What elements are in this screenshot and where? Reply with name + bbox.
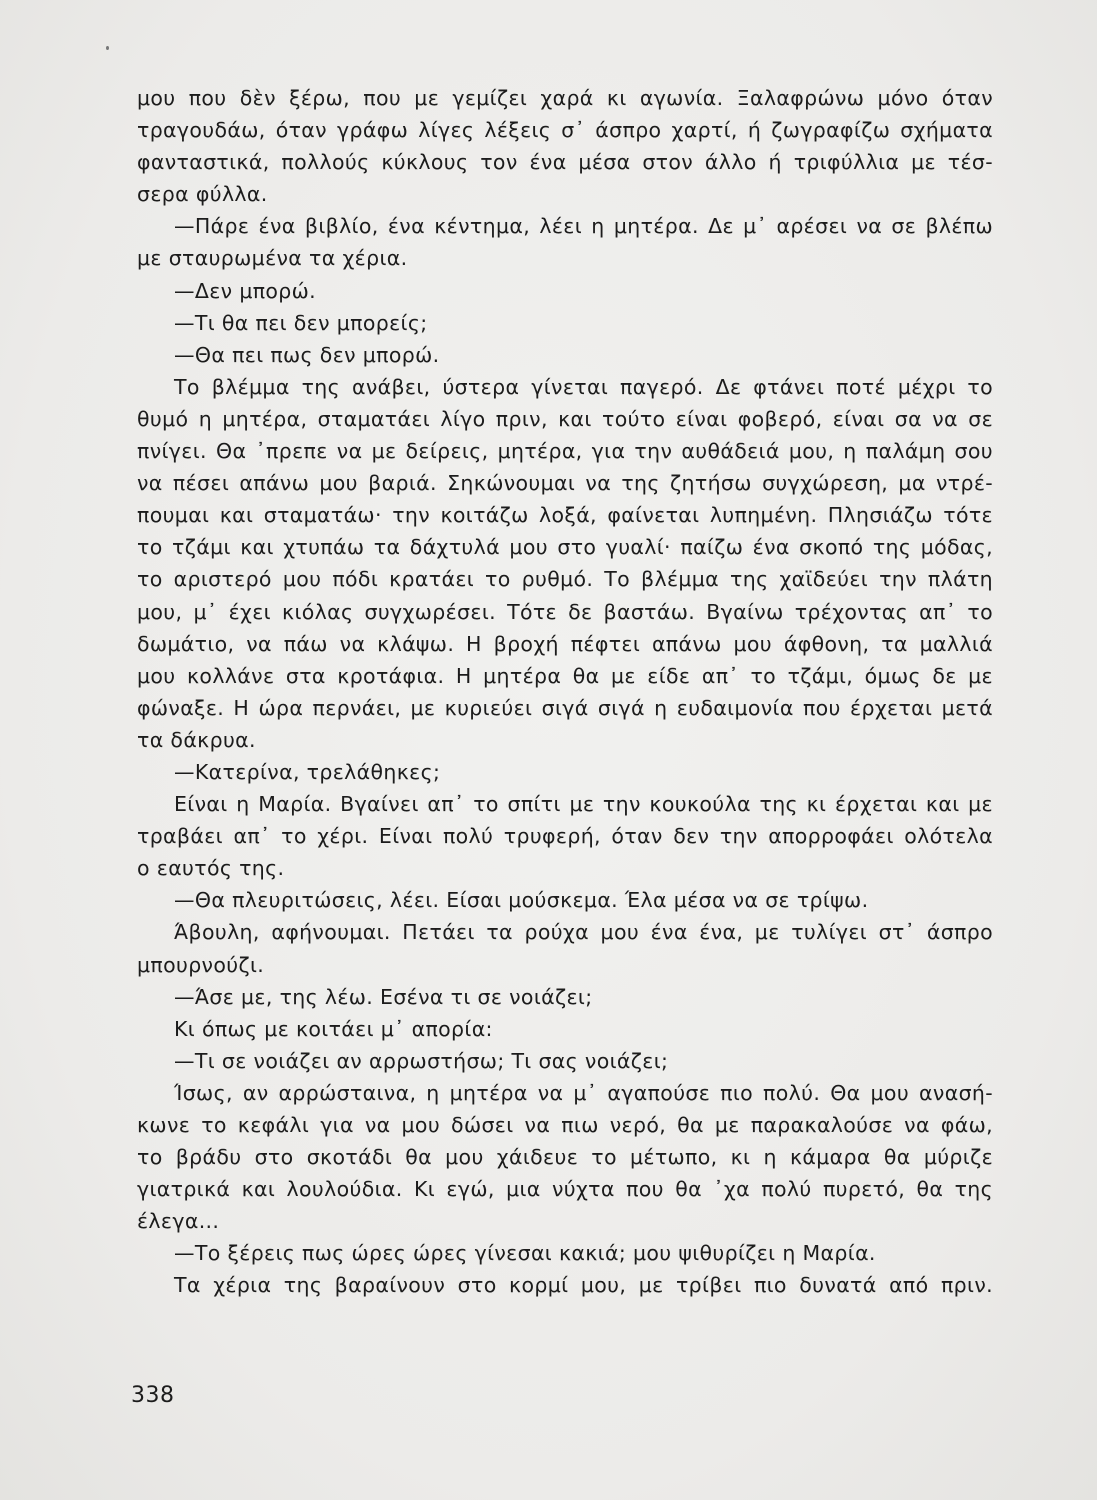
- text-line: με σταυρωμένα τα χέρια.: [137, 246, 408, 271]
- text-line: σερα φύλλα.: [137, 182, 268, 207]
- text-line: κωνε το κεφάλι για να μου δώσει να πιω νερό, θα με παρακαλούσε να φάω,: [137, 1113, 993, 1137]
- scan-speck: [106, 46, 109, 50]
- text-line: —Κατερίνα, τρελάθηκες;: [174, 759, 441, 784]
- text-line: μου, μ᾽ έχει κιόλας συγχωρέσει. Τότε δε βαστάω. Βγαίνω τρέχοντας απ᾽ το: [137, 599, 993, 624]
- text-line: θυμό η μητέρα, σταματάει λίγο πριν, και τούτο είναι φοβερό, είναι σα να σε: [137, 406, 993, 431]
- text-line: τραγουδάω, όταν γράφω λίγες λέξεις σ᾽ άσπρο χαρτί, ή ζωγραφίζω σχήματα: [137, 118, 993, 143]
- text-line: το τζάμι και χτυπάω τα δάχτυλά μου στο γυαλί· παίζω ένα σκοπό της μόδας,: [137, 535, 993, 560]
- text-line: —Θα πλευριτώσεις, λέει. Είσαι μούσκεμα. Έλα μέσα να σε τρίψω.: [174, 888, 869, 913]
- text-line: Το βλέμμα της ανάβει, ύστερα γίνεται παγερό. Δε φτάνει ποτέ μέχρι το: [174, 374, 993, 399]
- text-line: —Το ξέρεις πως ώρες ώρες γίνεσαι κακιά; μου ψιθυρίζει η Μαρία.: [174, 1241, 876, 1266]
- text-line: —Δεν μπορώ.: [174, 278, 317, 303]
- text-line: —Τι θα πει δεν μπορείς;: [174, 310, 428, 335]
- text-line: Άβουλη, αφήνουμαι. Πετάει τα ρούχα μου ένα ένα, με τυλίγει στ᾽ άσπρο: [174, 920, 993, 945]
- page-number: 338: [131, 1383, 175, 1408]
- text-line: Τα χέρια της βαραίνουν στο κορμί μου, με τρίβει πιο δυνατά από πριν.: [174, 1273, 993, 1298]
- body-text: [137, 82, 993, 1302]
- text-line: —Πάρε ένα βιβλίο, ένα κέντημα, λέει η μητέρα. Δε μ᾽ αρέσει να σε βλέπω: [174, 214, 993, 239]
- text-line: Ίσως, αν αρρώσταινα, η μητέρα να μ᾽ αγαπούσε πιο πολύ. Θα μου ανασή-: [174, 1080, 993, 1105]
- text-line: φανταστικά, πολλούς κύκλους τον ένα μέσα στον άλλο ή τριφύλλια με τέσ-: [137, 150, 993, 175]
- text-line: το βράδυ στο σκοτάδι θα μου χάιδευε το μέτωπο, κι η κάμαρα θα μύριζε: [137, 1145, 993, 1170]
- text-line: μου που δὲν ξέρω, που με γεμίζει χαρά κι αγωνία. Ξαλαφρώνω μόνο όταν: [137, 86, 993, 110]
- text-line: δωμάτιο, να πάω να κλάψω. Η βροχή πέφτει απάνω μου άφθονη, τα μαλλιά: [137, 631, 993, 656]
- text-line: φώναξε. Η ώρα περνάει, με κυριεύει σιγά σιγά η ευδαιμονία που έρχεται μετά: [137, 695, 993, 720]
- text-line: ο εαυτός της.: [137, 856, 285, 881]
- text-line: —Τι σε νοιάζει αν αρρωστήσω; Τι σας νοιάζει;: [174, 1048, 669, 1073]
- text-line: —Άσε με, της λέω. Εσένα τι σε νοιάζει;: [174, 984, 593, 1009]
- text-line: Είναι η Μαρία. Βγαίνει απ᾽ το σπίτι με την κουκούλα της κι έρχεται και με: [174, 792, 993, 817]
- text-line: έλεγα...: [137, 1209, 220, 1234]
- text-line: να πέσει απάνω μου βαριά. Σηκώνουμαι να της ζητήσω συγχώρεση, μα ντρέ-: [137, 471, 993, 496]
- text-line: το αριστερό μου πόδι κρατάει το ρυθμό. Το βλέμμα της χαϊδεύει την πλάτη: [137, 567, 993, 592]
- text-line: πνίγει. Θα ᾽πρεπε να με δείρεις, μητέρα, για την αυθάδειά μου, η παλάμη σου: [137, 439, 993, 464]
- text-line: μπουρνούζι.: [137, 952, 265, 977]
- text-line: μου κολλάνε στα κροτάφια. Η μητέρα θα με είδε απ᾽ το τζάμι, όμως δε με: [137, 663, 993, 688]
- text-line: γιατρικά και λουλούδια. Κι εγώ, μια νύχτα που θα ᾽χα πολύ πυρετό, θα της: [137, 1177, 993, 1202]
- text-line: —Θα πει πως δεν μπορώ.: [174, 342, 440, 367]
- text-line: Κι όπως με κοιτάει μ᾽ απορία:: [174, 1016, 493, 1041]
- text-line: τραβάει απ᾽ το χέρι. Είναι πολύ τρυφερή, όταν δεν την απορροφάει ολότελα: [137, 824, 993, 849]
- text-line: πουμαι και σταματάω· την κοιτάζω λοξά, φαίνεται λυπημένη. Πλησιάζω τότε: [137, 503, 993, 528]
- text-line: τα δάκρυα.: [137, 727, 256, 752]
